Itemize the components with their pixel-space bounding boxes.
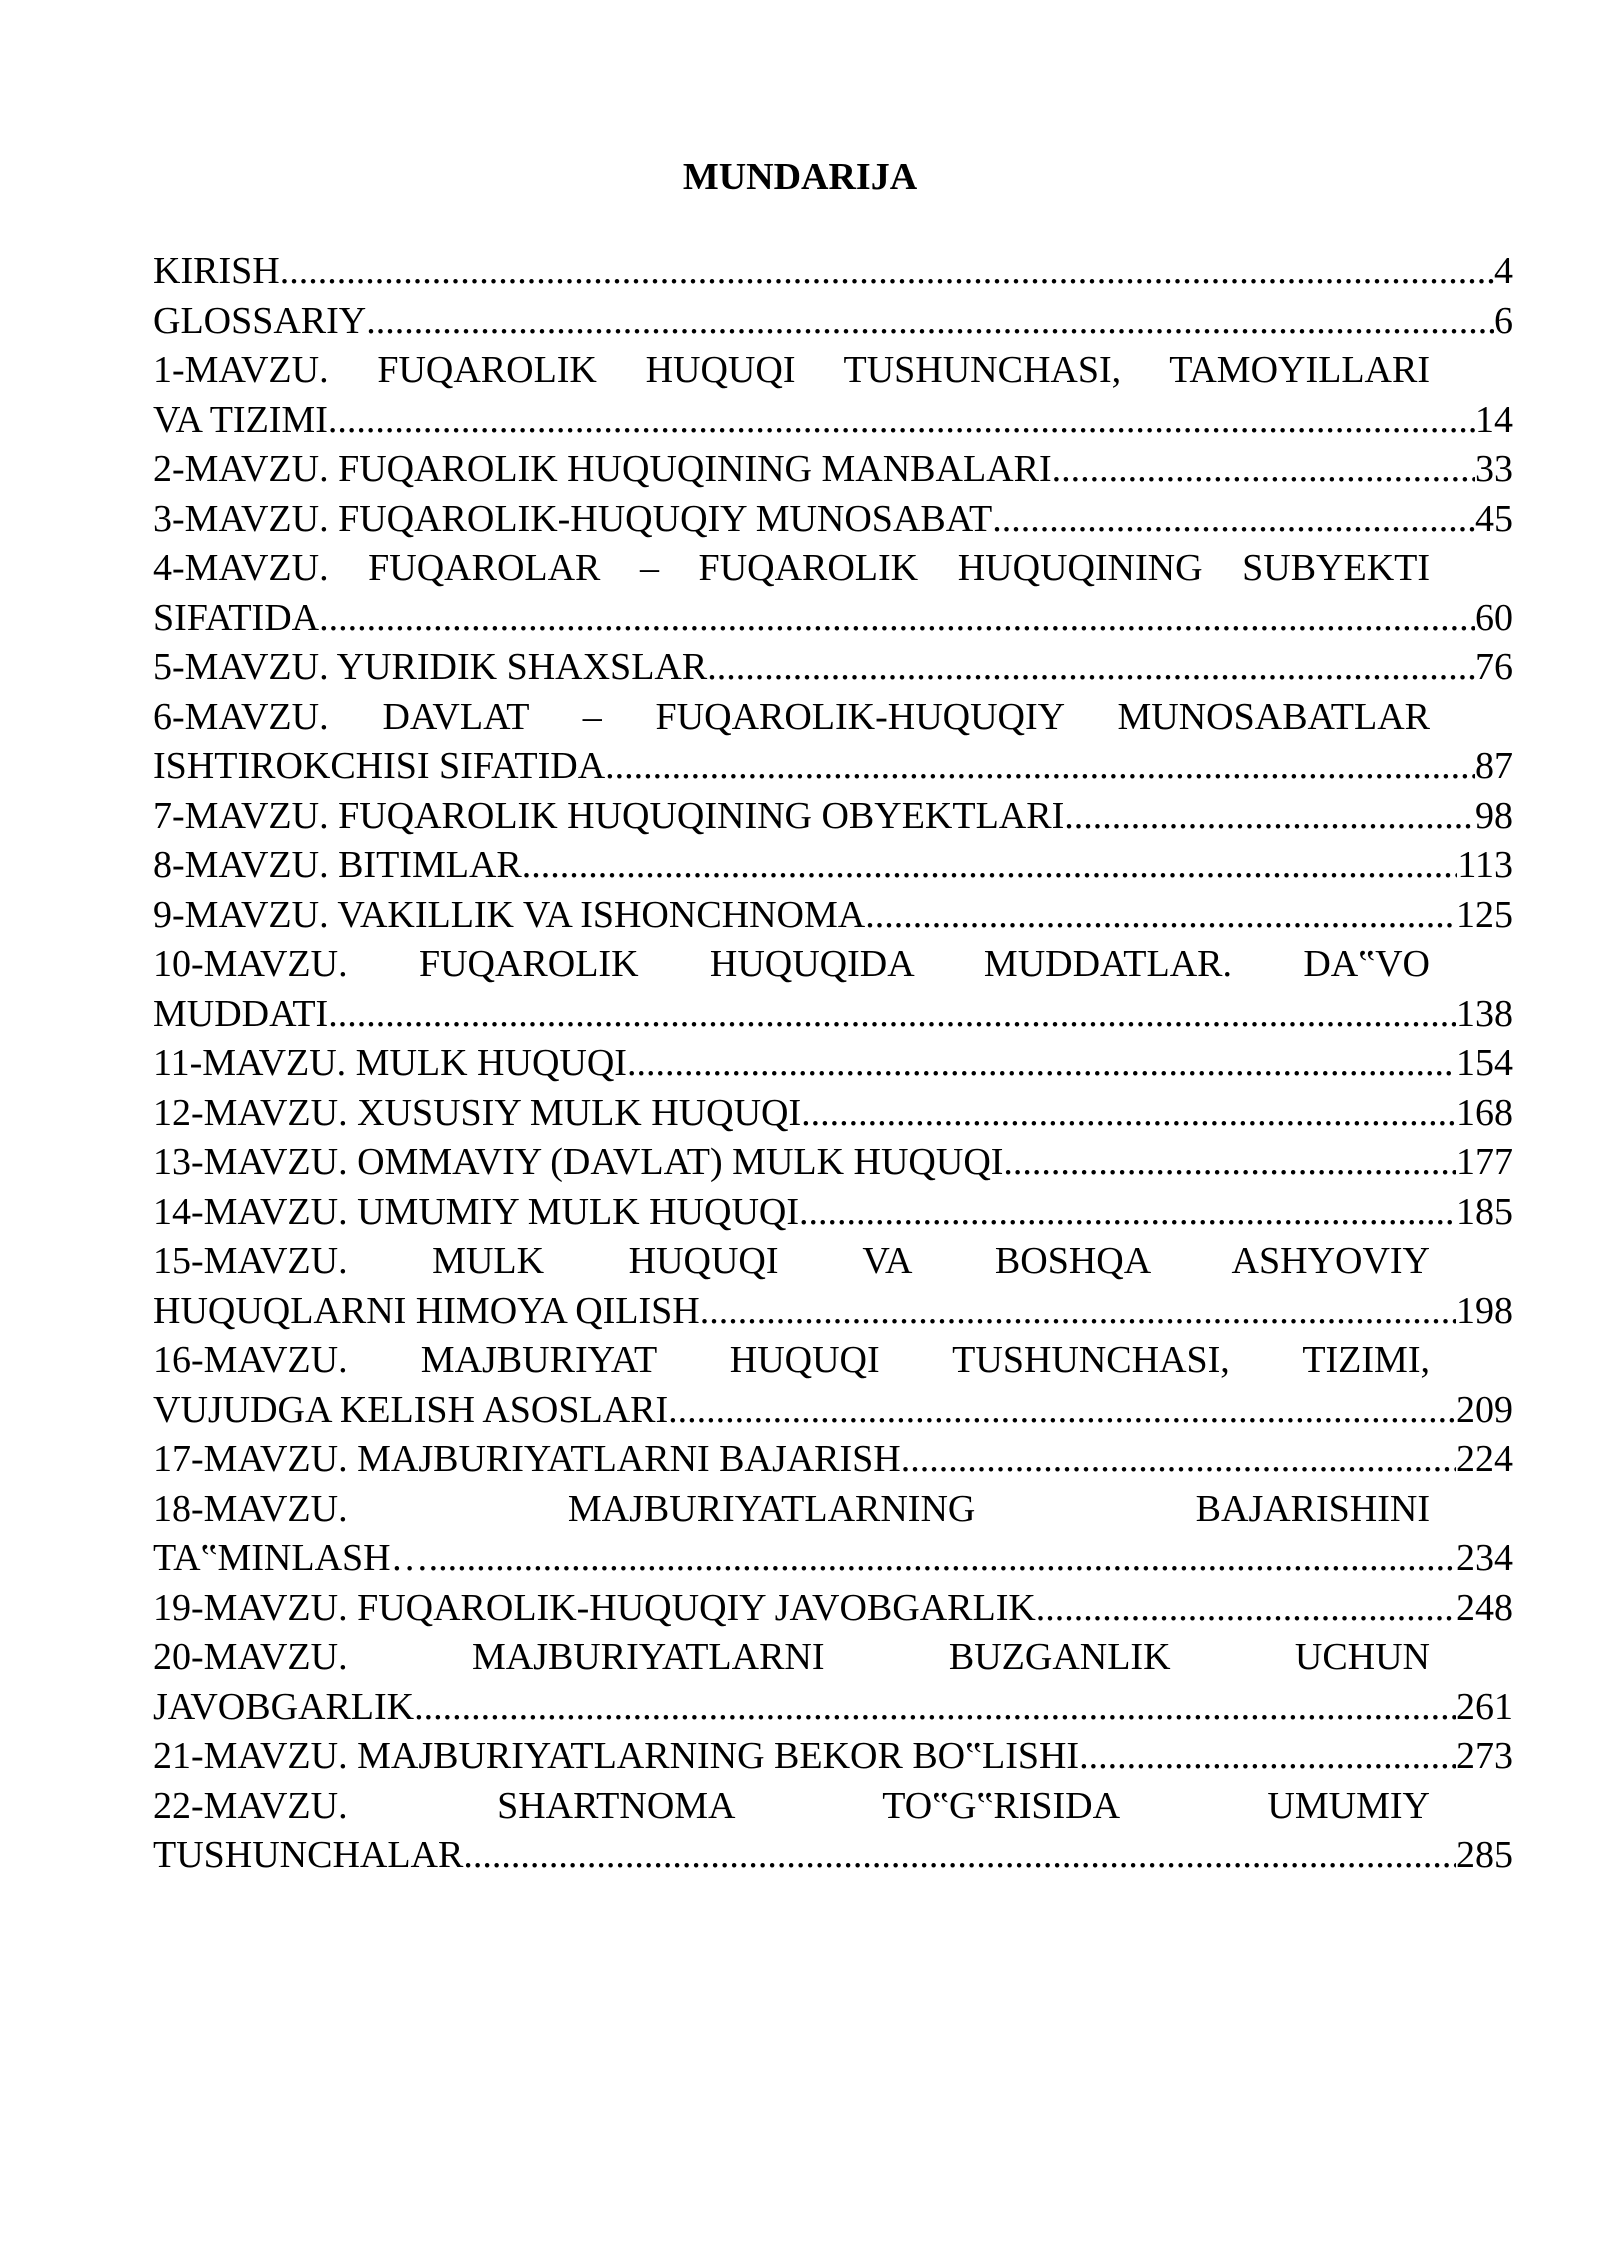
toc-entry-title-line: 10-MAVZU. FUQAROLIK HUQUQIDA MUDDATLAR. DA‟VO bbox=[153, 943, 1430, 985]
toc-entry-title: 19-MAVZU. FUQAROLIK-HUQUQIY JAVOBGARLIK bbox=[153, 1586, 1036, 1629]
toc-entry-title: 9-MAVZU. VAKILLIK VA ISHONCHNOMA bbox=[153, 893, 866, 936]
toc-entry bbox=[153, 495, 1513, 545]
toc-page-number: 138 bbox=[1456, 992, 1513, 1035]
toc-entry-title: TUSHUNCHALAR bbox=[153, 1834, 464, 1876]
toc-page-number: 185 bbox=[1456, 1190, 1513, 1233]
toc-entry-title-line: 20-MAVZU. MAJBURIYATLARNI BUZGANLIK UCHUN bbox=[153, 1636, 1430, 1678]
toc-entry bbox=[153, 1138, 1513, 1188]
toc-entry-title-line: 18-MAVZU. MAJBURIYATLARNING BAJARISHINI bbox=[153, 1487, 1430, 1530]
page-title: MUNDARIJA bbox=[682, 156, 918, 198]
toc-entry bbox=[153, 1188, 1513, 1238]
toc-entry-title-line: 22-MAVZU. SHARTNOMA TO‟G‟RISIDA UMUMIY bbox=[153, 1784, 1430, 1827]
toc-page-number: 234 bbox=[1456, 1537, 1513, 1579]
toc-entry bbox=[153, 841, 1513, 891]
dot-leader bbox=[366, 297, 1494, 347]
toc-page-number: 60 bbox=[1475, 596, 1513, 639]
toc-entry-title: 2-MAVZU. FUQAROLIK HUQUQINING MANBALARI bbox=[153, 448, 1052, 490]
dot-leader bbox=[700, 1287, 1456, 1337]
toc-entry bbox=[153, 1633, 1513, 1732]
toc-entry bbox=[153, 346, 1513, 445]
toc-entry-line bbox=[153, 742, 1513, 792]
dot-leader bbox=[463, 1831, 1456, 1881]
dot-leader bbox=[605, 742, 1475, 792]
toc-entry-title: GLOSSARIY bbox=[153, 299, 367, 342]
toc-entry-title: 8-MAVZU. BITIMLAR bbox=[153, 844, 522, 886]
toc-entry-line bbox=[153, 1683, 1513, 1733]
toc-entry-line bbox=[153, 1732, 1513, 1782]
dot-leader bbox=[429, 1534, 1456, 1584]
toc-entry-line bbox=[153, 1584, 1513, 1634]
toc-page-number: 113 bbox=[1457, 844, 1513, 886]
toc-entry-title-line: 6-MAVZU. DAVLAT – FUQAROLIK-HUQUQIY MUNOSABATLAR bbox=[153, 695, 1430, 738]
toc-entry-line bbox=[153, 1287, 1513, 1337]
dot-leader bbox=[801, 1089, 1456, 1139]
toc-entry-title: 7-MAVZU. FUQAROLIK HUQUQINING OBYEKTLARI bbox=[153, 794, 1065, 837]
toc-entry-line bbox=[153, 1534, 1513, 1584]
dot-leader bbox=[627, 1039, 1456, 1089]
dot-leader bbox=[1003, 1138, 1456, 1188]
toc-page-number: 87 bbox=[1475, 745, 1513, 787]
toc-entry-line bbox=[153, 841, 1513, 891]
dot-leader bbox=[280, 247, 1494, 297]
toc-entry-title: 3-MAVZU. FUQAROLIK-HUQUQIY MUNOSABAT bbox=[153, 497, 993, 540]
toc-page-number: 248 bbox=[1456, 1586, 1513, 1629]
toc-entry bbox=[153, 297, 1513, 347]
toc-entry-line bbox=[153, 297, 1513, 347]
dot-leader bbox=[1064, 792, 1475, 842]
toc-entry-line bbox=[153, 247, 1513, 297]
toc-entry-title: 14-MAVZU. UMUMIY MULK HUQUQI bbox=[153, 1190, 799, 1233]
toc-page-number: 224 bbox=[1456, 1438, 1513, 1480]
toc-page-number: 168 bbox=[1456, 1091, 1513, 1134]
dot-leader bbox=[865, 891, 1456, 941]
toc-entry-line bbox=[153, 396, 1513, 446]
toc-entry-title: 13-MAVZU. OMMAVIY (DAVLAT) MULK HUQUQI bbox=[153, 1141, 1004, 1183]
toc-page-number: 14 bbox=[1475, 398, 1513, 441]
toc-page-number: 154 bbox=[1456, 1042, 1513, 1084]
toc-entry bbox=[153, 1237, 1513, 1336]
dot-leader bbox=[799, 1188, 1456, 1238]
dot-leader bbox=[414, 1683, 1456, 1733]
dot-leader bbox=[707, 643, 1475, 693]
toc-entry-line bbox=[153, 1138, 1513, 1188]
dot-leader bbox=[328, 990, 1456, 1040]
toc-entry bbox=[153, 693, 1513, 792]
toc-entry-line bbox=[153, 891, 1513, 941]
toc-page-number: 125 bbox=[1456, 893, 1513, 936]
dot-leader bbox=[668, 1386, 1456, 1436]
toc-entry-line bbox=[153, 594, 1513, 644]
toc-entry bbox=[153, 1336, 1513, 1435]
toc-page-number: 45 bbox=[1475, 497, 1513, 540]
toc-entry-line bbox=[153, 1188, 1513, 1238]
toc-entry-title: JAVOBGARLIK bbox=[153, 1685, 415, 1728]
toc-entry bbox=[153, 643, 1513, 693]
toc-page-number: 6 bbox=[1494, 299, 1513, 342]
toc-entry bbox=[153, 1584, 1513, 1634]
toc-entry bbox=[153, 544, 1513, 643]
toc-page-number: 177 bbox=[1456, 1141, 1513, 1183]
toc-entry bbox=[153, 1089, 1513, 1139]
table-of-contents bbox=[153, 247, 1513, 1881]
toc-entry-title: SIFATIDA bbox=[153, 596, 320, 639]
toc-entry-line bbox=[153, 1386, 1513, 1436]
toc-entry-line bbox=[153, 1435, 1513, 1485]
toc-entry-line bbox=[153, 1089, 1513, 1139]
toc-entry-title: 21-MAVZU. MAJBURIYATLARNING BEKOR BO‟LISHI bbox=[153, 1735, 1080, 1777]
toc-entry-title: VUJUDGA KELISH ASOSLARI bbox=[153, 1388, 669, 1431]
toc-entry-line bbox=[153, 445, 1513, 495]
toc-entry-title-line: 15-MAVZU. MULK HUQUQI VA BOSHQA ASHYOVIY bbox=[153, 1240, 1430, 1282]
toc-page-number: 33 bbox=[1475, 448, 1513, 490]
toc-entry bbox=[153, 891, 1513, 941]
toc-entry-line bbox=[153, 792, 1513, 842]
toc-entry bbox=[153, 1485, 1513, 1584]
dot-leader bbox=[1079, 1732, 1456, 1782]
dot-leader bbox=[328, 396, 1475, 446]
toc-entry-line bbox=[153, 1039, 1513, 1089]
toc-entry-title-line: 1-MAVZU. FUQAROLIK HUQUQI TUSHUNCHASI, TAMOYILLARI bbox=[153, 349, 1430, 391]
toc-entry-title: VA TIZIMI bbox=[153, 398, 328, 441]
toc-entry-title-line: 4-MAVZU. FUQAROLAR – FUQAROLIK HUQUQINING SUBYEKTI bbox=[153, 547, 1430, 589]
dot-leader bbox=[901, 1435, 1456, 1485]
toc-page-number: 261 bbox=[1456, 1685, 1513, 1728]
dot-leader bbox=[522, 841, 1458, 891]
toc-entry-line bbox=[153, 643, 1513, 693]
toc-entry bbox=[153, 1732, 1513, 1782]
toc-entry bbox=[153, 1039, 1513, 1089]
toc-entry-title: HUQUQLARNI HIMOYA QILISH bbox=[153, 1289, 700, 1332]
toc-entry-title: MUDDATI bbox=[153, 992, 329, 1035]
toc-page-number: 76 bbox=[1475, 646, 1513, 688]
dot-leader bbox=[1036, 1584, 1456, 1634]
toc-page-number: 209 bbox=[1456, 1388, 1513, 1431]
toc-entry-title-line: 16-MAVZU. MAJBURIYAT HUQUQI TUSHUNCHASI, TIZIMI, bbox=[153, 1339, 1430, 1381]
toc-entry bbox=[153, 1782, 1513, 1881]
dot-leader bbox=[1052, 445, 1475, 495]
toc-entry-line bbox=[153, 990, 1513, 1040]
toc-entry-title: KIRISH bbox=[153, 250, 280, 292]
toc-entry bbox=[153, 940, 1513, 1039]
toc-entry bbox=[153, 445, 1513, 495]
toc-entry bbox=[153, 1435, 1513, 1485]
toc-page-number: 273 bbox=[1456, 1735, 1513, 1777]
dot-leader bbox=[992, 495, 1475, 545]
toc-entry-title: 5-MAVZU. YURIDIK SHAXSLAR bbox=[153, 646, 708, 688]
toc-entry-line bbox=[153, 1831, 1513, 1881]
toc-entry-title: TA‟MINLASH… bbox=[153, 1537, 429, 1579]
toc-entry-title: 11-MAVZU. MULK HUQUQI bbox=[153, 1042, 627, 1084]
toc-entry bbox=[153, 247, 1513, 297]
toc-page-number: 4 bbox=[1494, 250, 1513, 292]
toc-entry-title: ISHTIROKCHISI SIFATIDA bbox=[153, 745, 606, 787]
toc-entry bbox=[153, 792, 1513, 842]
toc-entry-title: 17-MAVZU. MAJBURIYATLARNI BAJARISH bbox=[153, 1438, 901, 1480]
toc-entry-line bbox=[153, 495, 1513, 545]
dot-leader bbox=[319, 594, 1475, 644]
toc-page-number: 198 bbox=[1456, 1289, 1513, 1332]
toc-page-number: 285 bbox=[1456, 1834, 1513, 1876]
toc-page-number: 98 bbox=[1475, 794, 1513, 837]
toc-entry-title: 12-MAVZU. XUSUSIY MULK HUQUQI bbox=[153, 1091, 802, 1134]
